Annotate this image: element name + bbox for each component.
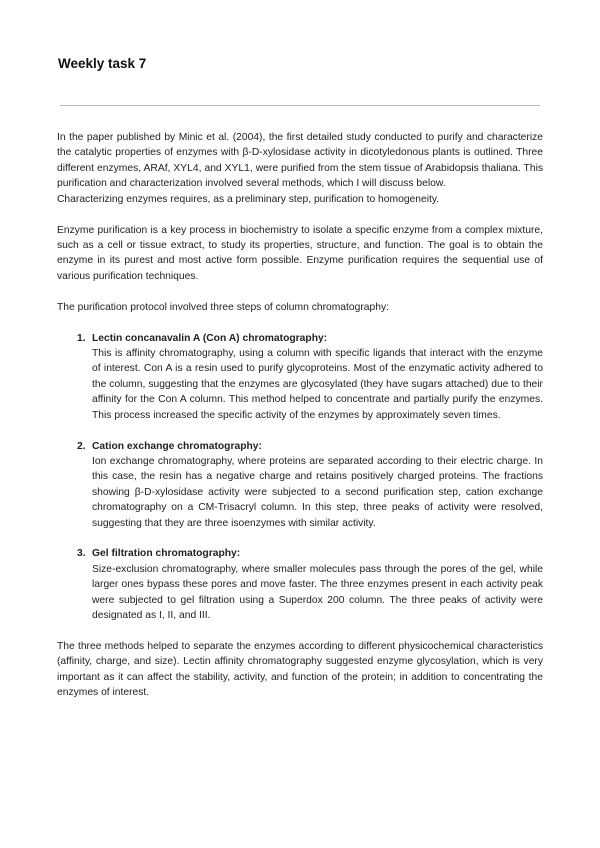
list-item [57, 331, 543, 423]
step-text: Ion exchange chromatography, where proteins are separated according to their electric charge. In this case, the resin has a negative charge and retains positively charged proteins. The fractions showing β-D-xylosidase activity were subjected to a second purification step, cation exchange chromatography on a CM-Trisacryl column. In this step, three peaks of activity were resolved, suggesting that they are three isoenzymes with similar activity. [92, 455, 543, 529]
protocol-intro: The purification protocol involved three steps of column chromatography: [57, 301, 389, 313]
chromatography-steps-list [57, 331, 543, 624]
step-number: 2. [77, 440, 86, 452]
step-text: Size-exclusion chromatography, where smaller molecules pass through the pores of the gel, while larger ones bypass these pores and move faster. The three enzymes present in each activity peak were subjected to gel filtration using a Superdox 200 column. The three peaks of activity were designated as I, II, and III. [92, 563, 543, 622]
document-body [57, 130, 543, 701]
step-title: Lectin concanavalin A (Con A) chromatography: [92, 332, 328, 344]
list-item [57, 546, 543, 623]
step-text: This is affinity chromatography, using a column with specific ligands that interact with the enzyme of interest. Con A is a resin used to purify glycoproteins. Most of the enzymatic activity adhered to the column, suggesting that the enzymes are glycosylated (they have sugars attached) due to their affinity for the Con A column. This method helped to concentrate and partially purify the enzymes. This process increased the specific activity of the enzymes by approximately seven times. [92, 347, 543, 421]
page-title: Weekly task 7 [58, 56, 147, 71]
step-title: Gel filtration chromatography: [92, 548, 241, 560]
step-number: 1. [77, 332, 86, 344]
horizontal-rule [60, 105, 540, 106]
intro-paragraph: In the paper published by Minic et al. (2004), the first detailed study conducted to purify and characterize the catalytic properties of enzymes with β-D-xylosidase activity in dicotyledonous plants is outlined. Three different enzymes, ARAf, XYL4, and XYL1, were purified from the stem tissue of Arabidopsis thaliana. This purification and characterization involved several methods, which I will discuss below. [57, 132, 543, 190]
purification-paragraph: Enzyme purification is a key process in biochemistry to isolate a specific enzyme from a complex mixture, such as a cell or tissue extract, to study its properties, structure, and function. The goal is to obtain the enzyme in its purest and most active form possible. Enzyme purification requires the sequential use of various purification techniques. [57, 224, 543, 282]
list-item [57, 439, 543, 531]
intro-paragraph-2: Characterizing enzymes requires, as a preliminary step, purification to homogeneity. [57, 193, 440, 205]
conclusion-paragraph: The three methods helped to separate the enzymes according to different physicochemical characteristics (affinity, charge, and size). Lectin affinity chromatography suggested enzyme glycosylation, which is very important as it can affect the stability, activity, and function of the protein; in addition to concentrating the enzymes of interest. [57, 640, 543, 699]
step-title: Cation exchange chromatography: [92, 440, 262, 452]
step-number: 3. [77, 548, 86, 560]
